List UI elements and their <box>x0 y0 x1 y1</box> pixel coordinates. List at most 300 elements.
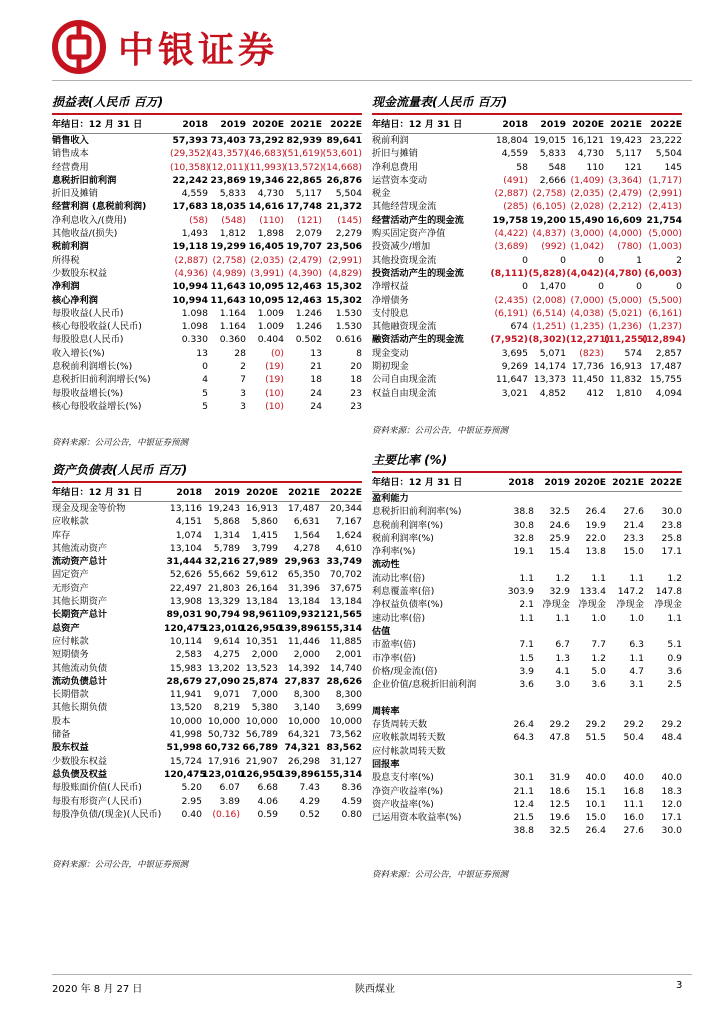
table-row <box>52 529 362 542</box>
cell-value: 4,730 <box>577 148 604 160</box>
table-row <box>372 227 682 240</box>
cell-value: 1,564 <box>293 529 320 541</box>
cell-value: 19,758 <box>492 214 528 226</box>
cell-value: 12,463 <box>286 294 322 306</box>
cell-value: 12,463 <box>286 281 322 293</box>
cell-value: (823) <box>579 347 604 359</box>
cell-value: (2,035) <box>250 254 284 266</box>
cell-value: 4 <box>202 374 208 386</box>
cell-value: 3,799 <box>251 542 278 554</box>
table-row <box>372 638 682 651</box>
cell-value: 82,939 <box>286 135 322 146</box>
cell-value: 9,269 <box>501 361 528 373</box>
cell-value: 7.7 <box>591 639 606 651</box>
row-label: 税前利润率(%) <box>372 532 434 544</box>
row-label: 权益自由现金流 <box>372 387 437 399</box>
header-label: 年结日：12 月 31 日 <box>52 117 170 134</box>
table-row <box>372 665 682 678</box>
cell-value: 1.530 <box>335 307 362 319</box>
cell-value: 126,950 <box>240 622 282 634</box>
row-label: 其他投资现金流 <box>372 254 437 266</box>
row-label: 股东权益 <box>52 742 89 754</box>
row-label: 经营活动产生的现金流 <box>372 214 464 226</box>
cell-value: 2,079 <box>295 228 322 240</box>
cell-value: 11,832 <box>609 374 642 386</box>
cell-value: 26.4 <box>513 719 534 731</box>
table-row <box>52 608 362 621</box>
row-label: 投资活动产生的现金流 <box>372 267 464 279</box>
row-label: 税金 <box>372 188 391 200</box>
cell-value: 30.8 <box>513 519 534 531</box>
table-row <box>52 542 362 555</box>
cell-value: 1,074 <box>175 529 202 541</box>
cell-value: 0.330 <box>181 334 208 346</box>
cell-value: 11,647 <box>495 374 528 386</box>
cell-value: 51,998 <box>166 742 202 754</box>
balance-table <box>52 485 362 821</box>
cell-value: 7 <box>240 374 246 386</box>
income-title-rule <box>52 113 362 115</box>
table-row <box>372 214 682 227</box>
table-row <box>52 728 362 741</box>
cell-value: 净现金 <box>578 599 606 611</box>
cell-value: (7,000) <box>570 294 604 306</box>
table-row <box>372 187 682 200</box>
row-label: 库存 <box>52 529 71 541</box>
cell-value: 11,885 <box>329 635 362 647</box>
header-year: 2018 <box>490 117 528 134</box>
cell-value: 83,562 <box>326 742 362 754</box>
cell-value: 3.6 <box>667 665 682 677</box>
row-label: 购买固定资产净值 <box>372 228 446 240</box>
cell-value: (2,212) <box>608 201 642 213</box>
cell-value: 24 <box>310 400 322 412</box>
cell-value <box>644 625 682 638</box>
cell-value: 26,164 <box>245 582 278 594</box>
cell-value: (2,887) <box>494 188 528 200</box>
cell-value: 18 <box>310 374 322 386</box>
cell-value: 2,857 <box>655 347 682 359</box>
cell-value: 15,724 <box>169 755 202 767</box>
header-year: 2020E <box>246 117 284 134</box>
header-year: 2021E <box>604 117 642 134</box>
cell-value: 2,000 <box>293 649 320 661</box>
cell-value: 139,896 <box>278 768 320 780</box>
cell-value: 24 <box>310 387 322 399</box>
boc-logo-icon <box>52 20 106 74</box>
cell-value: (58) <box>189 214 208 226</box>
cell-value: 4.29 <box>299 795 320 807</box>
cell-value: (2,991) <box>648 188 682 200</box>
cell-value: 0 <box>522 254 528 266</box>
row-label: 税前利润 <box>372 135 409 146</box>
cell-value: 13.8 <box>585 546 606 558</box>
row-label: 每股净负债/(现金)(人民币) <box>52 808 162 820</box>
row-label: 其他长期负债 <box>52 702 108 714</box>
cell-value: 5,833 <box>219 188 246 200</box>
cell-value: 16,405 <box>248 241 284 253</box>
cell-value: 16.8 <box>623 785 644 797</box>
cell-value: 4,730 <box>257 188 284 200</box>
cell-value: 19.9 <box>585 519 606 531</box>
cell-value: (121) <box>297 214 322 226</box>
cell-value <box>534 492 570 506</box>
row-label: 每股有形资产(人民币) <box>52 795 142 807</box>
table-row <box>52 502 362 516</box>
row-label: 储备 <box>52 729 71 741</box>
cell-value: 29.2 <box>661 719 682 731</box>
cell-value: 1.098 <box>181 321 208 333</box>
row-label: 市盈率(倍) <box>372 639 416 651</box>
cell-value <box>644 492 682 506</box>
cell-value: 13,520 <box>169 702 202 714</box>
cell-value: 1.164 <box>219 307 246 319</box>
cell-value: 2,001 <box>335 649 362 661</box>
row-label: 净权益负债率(%) <box>372 599 444 611</box>
table-row <box>372 558 682 571</box>
cell-value <box>498 745 534 758</box>
cell-value: (51,619) <box>284 148 324 160</box>
row-label: 长期借款 <box>52 689 89 701</box>
table-row <box>52 622 362 635</box>
row-label: 所得税 <box>52 254 80 266</box>
cell-value <box>534 625 570 638</box>
cell-value: 22.0 <box>585 532 606 544</box>
table-row <box>52 515 362 528</box>
cell-value <box>606 558 644 571</box>
cell-value: 40.0 <box>623 772 644 784</box>
cell-value: (12,271) <box>566 334 610 346</box>
cell-value: 31.9 <box>549 772 570 784</box>
row-label: 总资产 <box>52 622 80 634</box>
row-label: 应收帐款周转天数 <box>372 732 446 744</box>
cell-value: 5 <box>202 400 208 412</box>
cashflow-title-rule <box>372 113 682 115</box>
row-label: 折旧与摊销 <box>372 148 418 160</box>
cell-value: 26,876 <box>326 174 362 186</box>
row-label <box>372 824 498 837</box>
cell-value: 16,913 <box>245 503 278 514</box>
cell-value: 98,961 <box>242 609 278 621</box>
cell-value: 1.2 <box>555 572 570 584</box>
row-label: 市净率(倍) <box>372 652 416 664</box>
cell-value: 5,833 <box>539 148 566 160</box>
table-row <box>52 755 362 768</box>
cell-value: 15,490 <box>568 214 604 226</box>
cell-value <box>498 691 534 704</box>
cell-value: 10,351 <box>245 635 278 647</box>
cell-value: 31,396 <box>287 582 320 594</box>
header-label: 年结日：12 月 31 日 <box>372 117 490 134</box>
cell-value: 5,504 <box>335 188 362 200</box>
cell-value: 4,151 <box>175 516 202 528</box>
cell-value: 17,487 <box>287 503 320 514</box>
cell-value: 23.8 <box>661 519 682 531</box>
cell-value <box>606 691 644 704</box>
cell-value: 0.404 <box>257 334 284 346</box>
cell-value: 7,167 <box>335 516 362 528</box>
cell-value: 3.89 <box>219 795 240 807</box>
cell-value: 6.07 <box>219 782 240 794</box>
cell-value: 58 <box>516 161 528 173</box>
table-row <box>52 320 362 333</box>
cell-value: 净现金 <box>616 599 644 611</box>
cell-value: 51.5 <box>585 732 606 744</box>
cell-value: 66,789 <box>242 742 278 754</box>
table-row <box>372 360 682 373</box>
cell-value: 121 <box>624 161 642 173</box>
cell-value: 50.4 <box>623 732 644 744</box>
cell-value <box>498 758 534 771</box>
cell-value: 18,804 <box>495 135 528 146</box>
header-year: 2019 <box>208 117 246 134</box>
cell-value: 17,683 <box>172 201 208 213</box>
cell-value: (4,780) <box>604 267 642 279</box>
cell-value <box>570 745 606 758</box>
row-label: 股息支付率(%) <box>372 772 434 784</box>
footer-company: 陕西煤业 <box>355 984 395 995</box>
row-label: 存货周转天数 <box>372 719 428 731</box>
row-label: 收入增长(%) <box>52 347 105 359</box>
row-label: 净利息费用 <box>372 161 418 173</box>
table-row <box>372 347 682 360</box>
table-row <box>372 532 682 545</box>
cell-value: 123,010 <box>202 622 244 634</box>
cell-value: 2,583 <box>175 649 202 661</box>
row-label: 流动性 <box>372 559 400 571</box>
row-label: 企业价值/息税折旧前利润 <box>372 679 477 691</box>
row-label: 息税前利润增长(%) <box>52 361 133 373</box>
ratios-title-rule <box>372 471 682 473</box>
row-label: 经营费用 <box>52 161 89 173</box>
cell-value: 18 <box>350 374 362 386</box>
cell-value <box>606 758 644 771</box>
table-row <box>52 267 362 280</box>
cell-value: 5,071 <box>539 347 566 359</box>
cell-value: 37,675 <box>329 582 362 594</box>
cell-value: 26.4 <box>585 825 606 837</box>
row-label: 经营利润 (息税前利润) <box>52 201 147 213</box>
cell-value: 13,908 <box>169 596 202 608</box>
cell-value: 13 <box>196 347 208 359</box>
cell-value: 40.0 <box>585 772 606 784</box>
cell-value: (0) <box>270 347 284 359</box>
cell-value: 15,983 <box>169 662 202 674</box>
table-row <box>52 214 362 227</box>
row-label: 股本 <box>52 715 71 727</box>
cell-value: 9,071 <box>213 689 240 701</box>
cell-value: 13,184 <box>245 596 278 608</box>
ratios-source: 资料来源：公司公告，中银证券预测 <box>372 870 509 880</box>
cell-value: 7,000 <box>251 689 278 701</box>
row-label: 折旧及摊销 <box>52 188 98 200</box>
cell-value: 8,300 <box>335 689 362 701</box>
header-year: 2022E <box>644 475 682 492</box>
cell-value: 1.164 <box>219 321 246 333</box>
cashflow-source: 资料来源：公司公告，中银证券预测 <box>372 426 509 436</box>
cell-value: 23,869 <box>210 174 246 186</box>
cell-value: 31,127 <box>329 755 362 767</box>
cell-value: 7.1 <box>519 639 534 651</box>
cell-value: 3 <box>240 387 246 399</box>
table-row <box>52 200 362 213</box>
cell-value: (19) <box>265 361 284 373</box>
table-row <box>372 333 682 346</box>
table-row <box>372 718 682 731</box>
row-label: 价格/现金流(倍) <box>372 665 438 677</box>
cell-value: 27,989 <box>242 556 278 568</box>
cell-value: 1,314 <box>213 529 240 541</box>
cell-value: (4,936) <box>174 267 208 279</box>
cell-value: 2,279 <box>335 228 362 240</box>
cell-value: (1,251) <box>532 321 566 333</box>
row-label: 核心每股收益增长(%) <box>52 400 142 412</box>
cell-value: 548 <box>548 161 566 173</box>
cell-value: (1,409) <box>570 174 604 186</box>
cell-value: 60,732 <box>204 742 240 754</box>
cell-value: 110 <box>586 161 604 173</box>
cell-value: 14,616 <box>248 201 284 213</box>
row-label: 已运用资本收益率(%) <box>372 812 462 824</box>
table-header-row <box>372 475 682 492</box>
cell-value: 21.5 <box>513 812 534 824</box>
cell-value: 1.0 <box>629 612 644 624</box>
cell-value <box>534 558 570 571</box>
cell-value: 19,423 <box>609 135 642 146</box>
table-row <box>372 652 682 665</box>
header-year: 2022E <box>320 485 362 502</box>
cell-value: (2,758) <box>532 188 566 200</box>
table-row <box>52 347 362 360</box>
cell-value: 73,403 <box>210 135 246 146</box>
table-row <box>52 373 362 386</box>
cell-value <box>498 705 534 718</box>
cell-value: 11,450 <box>571 374 604 386</box>
cell-value: (4,390) <box>288 267 322 279</box>
cell-value: 1.1 <box>667 612 682 624</box>
cell-value: 32.8 <box>513 532 534 544</box>
cell-value: 3.0 <box>555 679 570 691</box>
table-row <box>372 572 682 585</box>
header-year: 2020E <box>240 485 278 502</box>
cell-value: 0 <box>676 281 682 293</box>
row-label: 息税折旧前利润 <box>52 174 117 186</box>
cell-value: 126,950 <box>240 768 282 780</box>
cell-value: (12,011) <box>208 161 248 173</box>
ratios-title: 主要比率 (%) <box>372 453 448 467</box>
cell-value: 32.9 <box>549 586 570 598</box>
table-row <box>52 161 362 174</box>
cell-value: 28,626 <box>326 675 362 687</box>
cell-value: (53,601) <box>322 148 362 160</box>
cell-value: 4,275 <box>213 649 240 661</box>
cell-value: 1,493 <box>181 228 208 240</box>
cell-value <box>534 745 570 758</box>
cell-value: (4,042) <box>566 267 604 279</box>
cell-value: 1.1 <box>629 652 644 664</box>
row-label: 利息覆盖率(倍) <box>372 586 435 598</box>
cell-value: (6,003) <box>644 267 682 279</box>
cell-value: (1,042) <box>570 241 604 253</box>
cell-value: 0.616 <box>335 334 362 346</box>
cell-value: 0 <box>522 281 528 293</box>
cell-value: (5,000) <box>608 294 642 306</box>
cell-value: 38.8 <box>513 506 534 518</box>
cell-value: (3,991) <box>250 267 284 279</box>
cell-value: 12.5 <box>549 798 570 810</box>
cell-value: 3 <box>240 400 246 412</box>
cell-value: 16.0 <box>623 812 644 824</box>
row-label <box>372 691 498 704</box>
cell-value: 13,523 <box>245 662 278 674</box>
cell-value: 11.1 <box>623 798 644 810</box>
cell-value: 0 <box>636 281 642 293</box>
table-row <box>52 675 362 688</box>
cell-value: 20 <box>350 361 362 373</box>
cell-value: 3,695 <box>501 347 528 359</box>
cell-value: 14,174 <box>533 361 566 373</box>
cell-value: (2,035) <box>570 188 604 200</box>
cell-value <box>606 492 644 506</box>
table-row <box>372 758 682 771</box>
cell-value: 15.0 <box>585 812 606 824</box>
footer-date: 2020 年 8 月 27 日 <box>52 984 143 995</box>
cell-value: 8 <box>356 347 362 359</box>
header-year: 2020E <box>570 475 606 492</box>
cell-value: 20,344 <box>329 503 362 514</box>
table-row <box>372 691 682 704</box>
cell-value: 19,346 <box>248 174 284 186</box>
cell-value: 10,994 <box>172 294 208 306</box>
table-row <box>372 771 682 784</box>
table-row <box>52 254 362 267</box>
cell-value: 13,116 <box>169 503 202 514</box>
cell-value: 120,475 <box>164 768 206 780</box>
cell-value: (6,161) <box>648 307 682 319</box>
row-label: 其他经营现金流 <box>372 201 437 213</box>
cell-value: (5,021) <box>608 307 642 319</box>
table-row <box>372 824 682 837</box>
table-row <box>372 134 682 148</box>
row-label: 估值 <box>372 625 391 637</box>
cell-value: 3.1 <box>629 679 644 691</box>
cell-value <box>644 758 682 771</box>
cell-value: (19) <box>265 374 284 386</box>
cell-value: 0.52 <box>299 808 320 820</box>
row-label: 其他流动负债 <box>52 662 108 674</box>
cell-value: (548) <box>221 214 246 226</box>
row-label: 盈利能力 <box>372 493 409 504</box>
row-label: 销售收入 <box>52 135 89 146</box>
cell-value: 29.2 <box>549 719 570 731</box>
cell-value: 32,216 <box>204 556 240 568</box>
header-label: 年结日：12 月 31 日 <box>372 475 498 492</box>
cell-value: 4,559 <box>501 148 528 160</box>
cell-value: 27,837 <box>284 675 320 687</box>
table-row <box>372 492 682 506</box>
cell-value: 3,699 <box>335 702 362 714</box>
cell-value: 121,565 <box>320 609 362 621</box>
cell-value: 2 <box>240 361 246 373</box>
ratios-table <box>372 475 682 838</box>
cell-value: 5.0 <box>591 665 606 677</box>
row-label: 流动负债总计 <box>52 675 108 687</box>
cell-value: (2,479) <box>608 188 642 200</box>
cell-value: 17,736 <box>571 361 604 373</box>
table-row <box>372 320 682 333</box>
cell-value: 147.8 <box>655 586 682 598</box>
table-row <box>52 360 362 373</box>
